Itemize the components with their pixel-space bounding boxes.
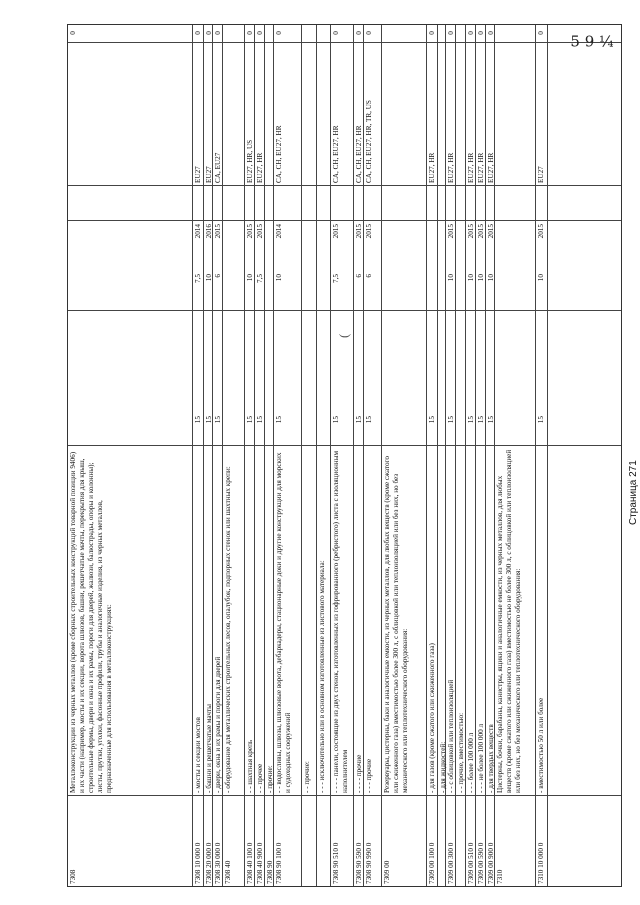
cell-z: 0 [205, 31, 213, 35]
cell-year [428, 224, 438, 246]
cell-rate: 15 [477, 416, 485, 424]
cell-z [383, 25, 427, 41]
cell-countries [266, 45, 274, 183]
cell-code [318, 798, 331, 884]
cell-z [318, 25, 331, 41]
cell-z: 0 [428, 31, 436, 35]
table-row [255, 25, 265, 886]
cell-countries: EU27, HR [487, 152, 495, 183]
cell-code: 7308 90 590 0 [355, 842, 363, 884]
cell-bound [496, 274, 536, 306]
table-row [456, 25, 466, 886]
cell-countries [303, 45, 317, 183]
cell-z [439, 25, 446, 41]
cell-code: 7308 40 [224, 860, 232, 884]
table-row [438, 25, 446, 886]
table-row [223, 25, 245, 886]
cell-code: 7308 20 000 0 [205, 842, 213, 884]
table-row [486, 25, 495, 886]
cell-z: 0 [332, 31, 340, 35]
cell-rate: 15 [355, 416, 363, 424]
cell-rate [318, 416, 331, 444]
cell-bound: 7,5 [194, 274, 202, 283]
cell-bound: 6 [214, 274, 222, 278]
cell-code: 7308 10 000 0 [194, 842, 202, 884]
cell-rate: 15 [205, 416, 213, 424]
cell-year: 2014 [275, 224, 283, 239]
cell-year: 2015 [487, 224, 495, 239]
cell-rate [69, 416, 193, 444]
cell-bound: 6 [365, 274, 373, 278]
cell-desc: - - прочее [256, 763, 264, 793]
cell-bound [266, 274, 274, 306]
cell-rate: 15 [467, 416, 475, 424]
cell-countries [383, 45, 427, 183]
cell-rate [496, 416, 536, 444]
cell-countries: EU27 [194, 166, 202, 183]
cell-rate [439, 416, 446, 444]
cell-year [266, 224, 274, 246]
cell-code [457, 798, 466, 884]
cell-desc: - - - более 100 000 л [467, 732, 475, 793]
cell-desc: - для твердых веществ [487, 724, 495, 793]
cell-year [69, 224, 193, 246]
table-row [68, 25, 193, 886]
cell-desc: - - - - панели, состоящие из двух стенок, изготовленных из гофрированного (ребристого) листа с изоляционным наполнителем [332, 450, 349, 793]
cell-countries: CA, CH, EU27, HR [275, 125, 283, 183]
cell-desc: - - - исключительно или в основном изготовленные из листового материала: [318, 560, 326, 793]
cell-code: 7309 00 300 0 [447, 842, 455, 884]
cell-desc: - для жидкостей: [439, 741, 447, 793]
cell-code: 7308 30 000 0 [214, 842, 222, 884]
cell-z: 0 [477, 31, 485, 35]
cell-desc: - оборудование для металлических строительных лесов, опалубок, подпорных стенок или шахтных крепи: [224, 466, 232, 793]
pencil-mark: ( [336, 333, 351, 338]
cell-code: 7308 90 990 0 [365, 842, 373, 884]
cell-z: 0 [69, 31, 77, 35]
table-row [331, 25, 354, 886]
cell-desc: - прочие: [266, 765, 274, 793]
cell-bound: 10 [467, 274, 475, 282]
cell-code: 7308 90 100 0 [275, 842, 283, 884]
table-row [274, 25, 302, 886]
cell-code: 7309 00 [383, 860, 391, 884]
tariff-table [67, 24, 622, 887]
cell-desc: - - - не более 100 000 л [477, 723, 485, 793]
cell-year: 2015 [214, 224, 222, 239]
cell-desc: Резервуары, цистерны, баки и аналогичные емкости, из черных металлов, для любых веществ (кроме сжатого или сжиженного газа) вместимостью более 300 л, с облицовкой или теплоизоляцией или без них, но без механического или теплотехнического оборудования: [383, 455, 409, 793]
cell-bound [383, 274, 427, 306]
cell-countries [224, 45, 245, 183]
table-row [476, 25, 486, 886]
cell-z: 0 [214, 31, 222, 35]
cell-countries: CA, EU27 [214, 152, 222, 183]
cell-z: 0 [256, 31, 264, 35]
cell-z: 0 [246, 31, 254, 35]
cell-rate: 15 [487, 416, 495, 424]
cell-rate: 15 [447, 416, 455, 424]
table-row [204, 25, 213, 886]
cell-desc: - - с облицовкой или теплоизоляцией [447, 679, 455, 793]
cell-z: 0 [355, 31, 363, 35]
cell-countries [318, 45, 331, 183]
cell-code: 7309 00 510 0 [467, 842, 475, 884]
cell-z [457, 25, 466, 41]
cell-code [439, 798, 446, 884]
cell-bound [303, 274, 317, 306]
cell-countries: EU27, HR [447, 152, 455, 183]
cell-code: 7309 00 590 0 [477, 842, 485, 884]
table-row [382, 25, 427, 886]
cell-bound [428, 274, 438, 306]
cell-z [303, 25, 317, 41]
cell-z: 0 [365, 31, 373, 35]
cell-year [496, 224, 536, 246]
cell-z: 0 [194, 31, 202, 35]
cell-countries: EU27, HR, US [246, 139, 254, 183]
cell-countries: EU27 [205, 166, 213, 183]
cell-bound: 10 [477, 274, 485, 282]
cell-code: 7308 90 510 0 [332, 842, 340, 884]
cell-code: 7309 00 900 0 [487, 842, 495, 884]
cell-rate: 15 [332, 416, 340, 424]
cell-year: 2016 [205, 224, 213, 239]
cell-countries: CA, CH, EU27, HR [332, 125, 340, 183]
cell-code: 7310 [496, 869, 504, 884]
cell-z: 0 [467, 31, 475, 35]
cell-bound: 10 [246, 274, 254, 282]
cell-desc: - вместимостью 50 л или более [537, 697, 545, 793]
cell-desc: - - прочие: [303, 761, 311, 793]
cell-z: 0 [275, 31, 283, 35]
cell-year: 2014 [194, 224, 202, 239]
cell-bound: 10 [537, 274, 545, 282]
cell-bound: 10 [205, 274, 213, 282]
cell-desc: - башни и решетчатые мачты [205, 704, 213, 793]
cell-bound [318, 274, 331, 306]
cell-rate [303, 416, 317, 444]
cell-desc: - - прочие, вместимостью: [457, 712, 465, 793]
table-row [354, 25, 364, 886]
cell-rate: 15 [256, 416, 264, 424]
cell-bound [69, 274, 193, 306]
cell-year: 2015 [537, 224, 545, 239]
cell-bound: 7,5 [332, 274, 340, 283]
cell-year: 2015 [477, 224, 485, 239]
table-row [317, 25, 331, 886]
cell-desc: - для газов (кроме сжатого или сжиженного газа) [428, 643, 436, 793]
cell-year [457, 224, 466, 246]
cell-countries: CA, CH, EU27, HR [355, 125, 363, 183]
cell-rate: 15 [194, 416, 202, 424]
cell-bound: 10 [275, 274, 283, 282]
cell-year: 2015 [246, 224, 254, 239]
cell-countries [457, 45, 466, 183]
cell-z: 0 [447, 31, 455, 35]
cell-code: 7308 90 [266, 860, 274, 884]
cell-desc: - - водосливы, шлюзы, шлюзовые ворота, дебаркадеры, стационарные доки и другие конструкции для морских и судоходных сооружений [275, 452, 292, 793]
cell-desc: - - - - прочие [355, 754, 363, 793]
cell-code: 7308 40 100 0 [246, 842, 254, 884]
cell-code [303, 798, 317, 884]
cell-z [266, 25, 274, 41]
cell-year: 2015 [332, 224, 340, 239]
cell-year [383, 224, 427, 246]
cell-z: 0 [537, 31, 545, 35]
cell-rate [224, 416, 245, 444]
cell-countries: EU27, HR [256, 152, 264, 183]
cell-year [439, 224, 446, 246]
cell-rate: 15 [275, 416, 283, 424]
cell-rate: 15 [537, 416, 545, 424]
table-row [302, 25, 317, 886]
cell-bound [439, 274, 446, 306]
page-number: Страница 271 [628, 460, 639, 525]
cell-desc: - - шахтная крепь [246, 739, 254, 793]
cell-year [318, 224, 331, 246]
cell-year: 2015 [365, 224, 373, 239]
cell-desc: - мосты и секции мостов [194, 717, 202, 793]
cell-rate [457, 416, 466, 444]
table-row [446, 25, 456, 886]
cell-desc: - двери, окна и их рамы и пороги для дверей [214, 656, 222, 793]
cell-rate: 15 [246, 416, 254, 424]
cell-rate: 15 [428, 416, 436, 424]
cell-countries: CA, CH, EU27, HR, TR, US [365, 100, 373, 183]
cell-bound: 10 [487, 274, 495, 282]
cell-bound [224, 274, 245, 306]
table-row [536, 25, 548, 886]
cell-countries: EU27, HR [467, 152, 475, 183]
cell-desc: Цистерны, бочки, барабаны, канистры, ящики и аналогичные емкости, из черных металлов, для любых веществ (кроме сжатого или сжиженного газа) вместимостью не более 300 л, с облицовкой или теплоизоляцией или без них, но без механического или теплотехнического оборудования: [496, 449, 522, 793]
cell-year: 2015 [256, 224, 264, 239]
cell-z [224, 25, 245, 41]
cell-year [303, 224, 317, 246]
cell-bound: 10 [447, 274, 455, 282]
cell-z [496, 25, 536, 41]
cell-year: 2015 [467, 224, 475, 239]
cell-code: 7310 10 000 0 [537, 842, 545, 884]
cell-rate [383, 416, 427, 444]
cell-year: 2015 [447, 224, 455, 239]
cell-countries [439, 45, 446, 183]
table-row [364, 25, 382, 886]
cell-countries: EU27, HR [428, 152, 436, 183]
cell-code: 7308 40 900 0 [256, 842, 264, 884]
table-row [265, 25, 274, 886]
cell-rate: 15 [365, 416, 373, 424]
table-row [495, 25, 536, 886]
cell-countries: EU27 [537, 166, 545, 183]
table-row [213, 25, 223, 886]
cell-desc: Металлоконструкции из черных металлов (кроме сборных строительных конструкций товарной позиции 9406) и их части (например, мосты и их секции, ворота шлюзов, башни, решетчатые мачты, перекрытия для крыш, строительные фермы, двери и окна и их рамы, пороги для дверей, жалюзи, балюстрады, опоры и колонны); листы, прутки, уголки, фасонные профили, трубы и аналогичные изделия, из черных металлов, предназначенные для использования в металлоконструкциях: [69, 451, 113, 793]
cell-desc: - - - прочие [365, 758, 373, 793]
table-row [427, 25, 438, 886]
cell-countries [496, 45, 536, 183]
cell-code: 7309 00 100 0 [428, 842, 436, 884]
cell-rate: 15 [214, 416, 222, 424]
cell-rate [266, 416, 274, 444]
cell-code: 7308 [69, 869, 77, 884]
cell-bound: 7,5 [256, 274, 264, 283]
cell-bound: 6 [355, 274, 363, 278]
cell-z: 0 [487, 31, 495, 35]
cell-year [224, 224, 245, 246]
cell-year: 2015 [355, 224, 363, 239]
table-row [466, 25, 476, 886]
cell-countries [69, 45, 193, 183]
table-row [245, 25, 255, 886]
table-row [193, 25, 204, 886]
cell-bound [457, 274, 466, 306]
cell-countries: EU27, HR [477, 152, 485, 183]
handwritten-page-number: 5 9 ¼ [570, 32, 614, 51]
